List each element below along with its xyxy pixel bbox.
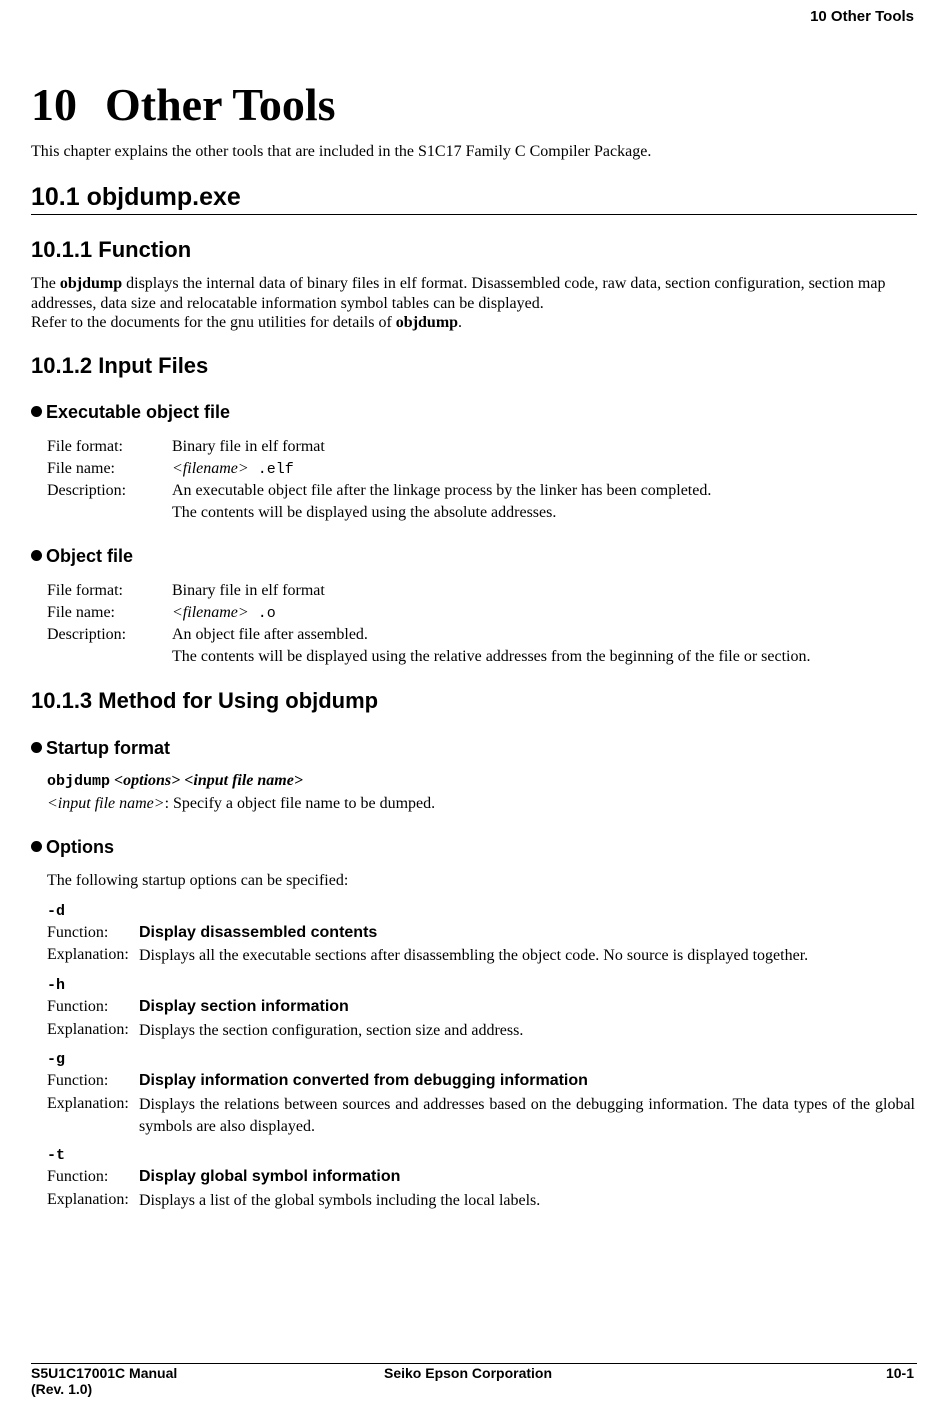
exe-desc-line-2: The contents will be displayed using the absolute addresses.	[172, 504, 557, 521]
option-flag: -d	[47, 903, 66, 920]
function-heading: 10.1.1 Function	[31, 237, 192, 262]
option-function-label: Function:	[47, 998, 109, 1015]
option-function: Display disassembled contents	[139, 924, 378, 941]
chapter-number: 10	[31, 79, 77, 130]
bullet-icon	[31, 406, 42, 417]
chapter-intro: This chapter explains the other tools that are included in the S1C17 Family C Compiler Package.	[31, 143, 652, 160]
footer-revision: (Rev. 1.0)	[31, 1381, 93, 1397]
option-explanation-label: Explanation:	[47, 1095, 129, 1112]
option-explanation: Displays a list of the global symbols including the local labels.	[139, 1192, 541, 1209]
option-explanation: Displays the section configuration, section size and address.	[139, 1022, 524, 1039]
option-function-label: Function:	[47, 1072, 109, 1089]
section-rule	[31, 214, 917, 215]
chapter-title-text: Other Tools	[105, 79, 336, 130]
option-function: Display section information	[139, 998, 349, 1015]
option-flag: -t	[47, 1147, 66, 1164]
chapter-title	[31, 78, 336, 131]
startup-format-heading: Startup format	[31, 738, 170, 759]
executable-heading: Executable object file	[31, 402, 230, 423]
function-paragraph	[31, 274, 917, 333]
footer-manual	[31, 1365, 177, 1397]
option-flag: -h	[47, 977, 66, 994]
bullet-icon	[31, 742, 42, 753]
option-function: Display global symbol information	[139, 1168, 401, 1185]
exe-desc-line-1: An executable object file after the linkage process by the linker has been completed.	[172, 482, 712, 499]
exe-name-value: <filename> .elf	[172, 460, 294, 478]
option-explanation-label: Explanation:	[47, 946, 129, 963]
option-explanation: Displays all the executable sections after disassembling the object code. No source is displayed together.	[139, 947, 809, 964]
obj-desc-line-1: An object file after assembled.	[172, 626, 368, 643]
option-explanation-label: Explanation:	[47, 1191, 129, 1208]
options-intro: The following startup options can be specified:	[47, 872, 349, 889]
option-flag: -g	[47, 1051, 66, 1068]
footer-rule	[31, 1363, 917, 1364]
footer-company: Seiko Epson Corporation	[384, 1365, 553, 1381]
running-header: 10 Other Tools	[810, 8, 914, 25]
function-line-1: The objdump displays the internal data of binary files in elf format. Disassembled code, raw data, section configuration, section map addresses, data size and relocatable information symbol tables can be displayed.	[31, 275, 886, 312]
obj-name-label: File name:	[47, 604, 115, 621]
option-explanation-label: Explanation:	[47, 1021, 129, 1038]
bullet-icon	[31, 841, 42, 852]
startup-syntax	[47, 772, 303, 790]
exe-name-label: File name:	[47, 460, 115, 477]
method-heading: 10.1.3 Method for Using objdump	[31, 688, 379, 713]
footer-page-number: 10-1	[885, 1365, 914, 1381]
obj-desc-line-2: The contents will be displayed using the relative addresses from the beginning of the file or section.	[172, 648, 811, 665]
input-files-heading: 10.1.2 Input Files	[31, 353, 209, 378]
exe-desc-label: Description:	[47, 482, 127, 499]
obj-desc-label: Description:	[47, 626, 127, 643]
object-file-heading: Object file	[31, 546, 133, 567]
options-heading: Options	[31, 837, 114, 858]
bullet-icon	[31, 550, 42, 561]
command-name: objdump	[47, 773, 111, 790]
option-function-label: Function:	[47, 1168, 109, 1185]
footer-manual-title: S5U1C17001C Manual	[31, 1365, 178, 1381]
obj-name-value: <filename> .o	[172, 604, 276, 622]
syntax-note: <input file name>: Specify a object file name to be dumped.	[47, 795, 436, 812]
obj-format-label: File format:	[47, 582, 123, 599]
exe-format-label: File format:	[47, 438, 123, 455]
exe-format-value: Binary file in elf format	[172, 438, 325, 455]
option-function: Display information converted from debugging information	[139, 1072, 588, 1089]
option-function-label: Function:	[47, 924, 109, 941]
option-explanation: Displays the relations between sources and addresses based on the debugging information. The data types of the global symbols are also displayed.	[139, 1096, 915, 1135]
function-line-2: Refer to the documents for the gnu utilities for details of objdump.	[31, 314, 463, 331]
obj-format-value: Binary file in elf format	[172, 582, 325, 599]
command-args: <options> <input file name>	[110, 772, 303, 789]
section-heading: 10.1 objdump.exe	[31, 183, 241, 211]
